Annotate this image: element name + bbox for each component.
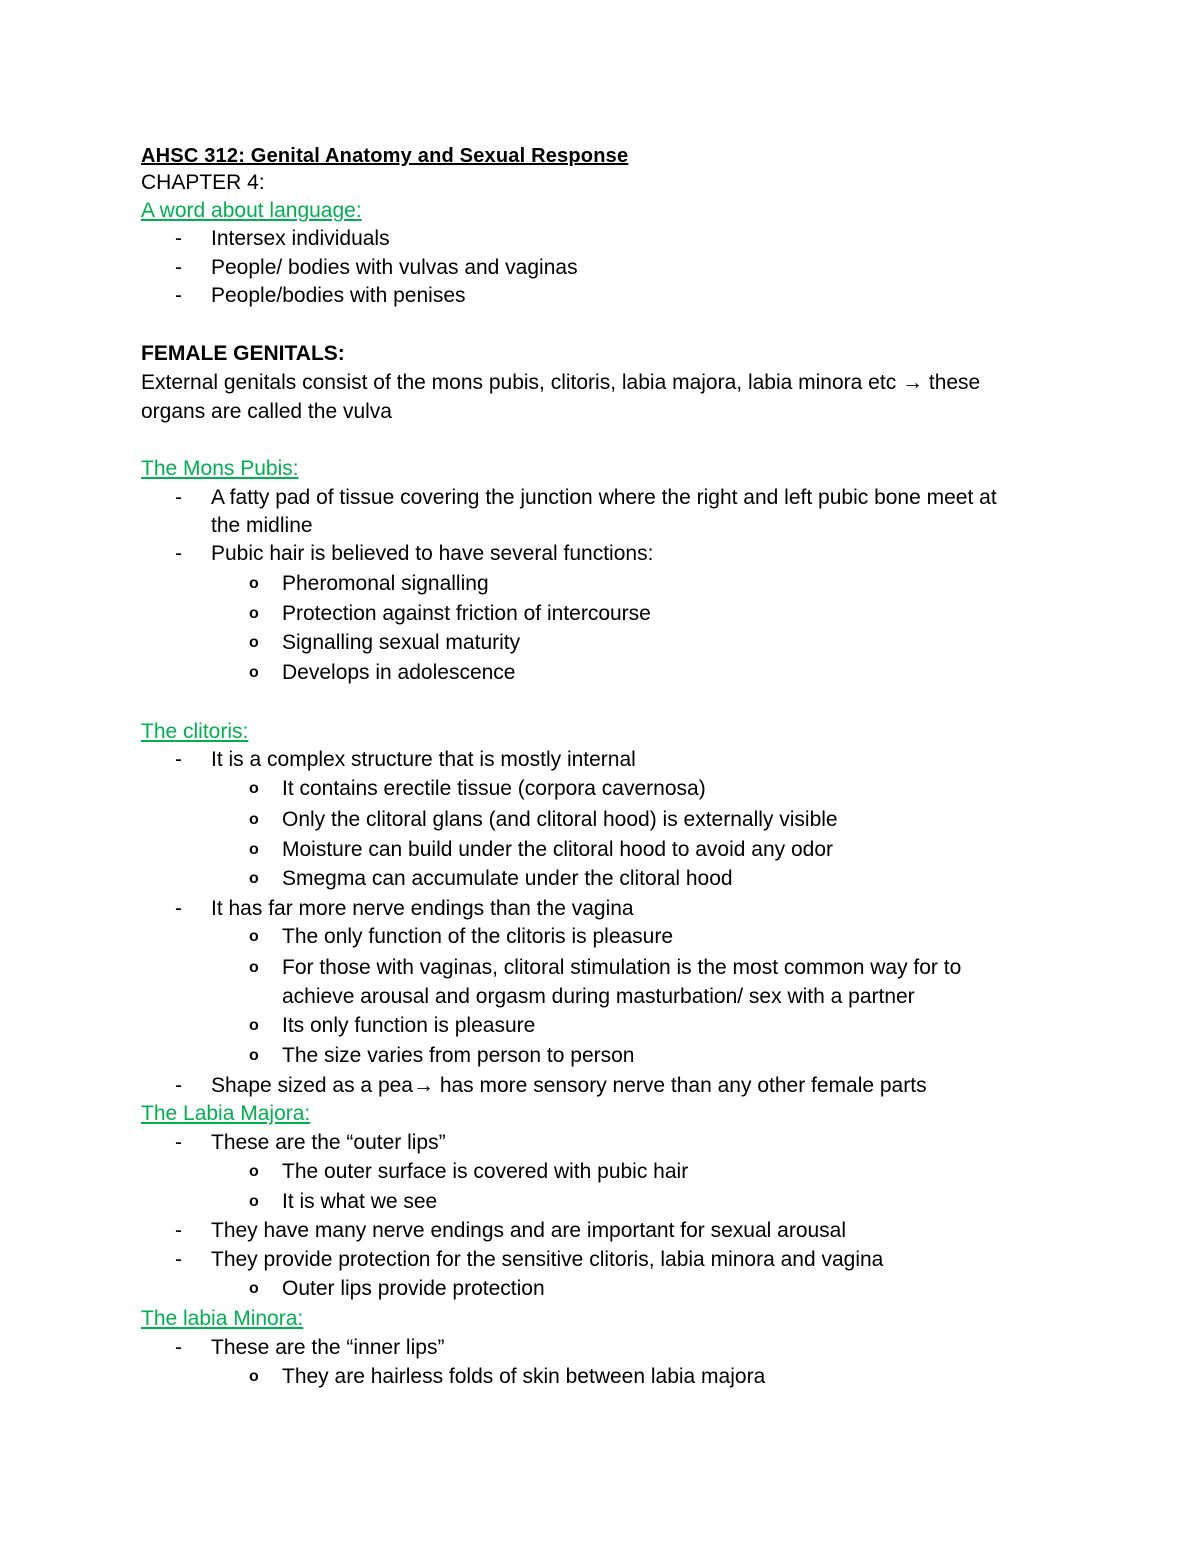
sub-list-item-text: It contains erectile tissue (corpora cavernosa) [282,777,706,800]
dash-bullet: - [175,1131,182,1154]
dash-bullet: - [175,227,182,250]
list-item-text: Intersex individuals [211,227,390,250]
list-item-text: They provide protection for the sensitive clitoris, labia minora and vagina [211,1248,884,1271]
sub-list-item-text: The outer surface is covered with pubic hair [282,1160,689,1183]
sub-list-item-text: Only the clitoral glans (and clitoral hood) is externally visible [282,808,838,831]
sub-list-item-text: The size varies from person to person [282,1044,635,1067]
circle-bullet: o [249,780,259,797]
sub-list-item-text: For those with vaginas, clitoral stimulation is the most common way for to [282,956,962,979]
circle-bullet: o [249,870,259,887]
dash-bullet: - [175,897,182,920]
dash-bullet: - [175,1248,182,1271]
dash-bullet: - [175,486,182,509]
sub-list-item-text: Protection against friction of intercourse [282,602,651,625]
dash-bullet: - [175,1219,182,1242]
circle-bullet: o [249,1047,259,1064]
circle-bullet: o [249,1193,259,1210]
sub-list-item-text: It is what we see [282,1190,438,1213]
circle-bullet: o [249,841,259,858]
paragraph-line: organs are called the vulva [141,400,392,423]
sub-list-item-text: Develops in adolescence [282,661,516,684]
list-item-text: A fatty pad of tissue covering the junction where the right and left pubic bone meet at [211,486,997,509]
list-item-text: Shape sized as a pea→ has more sensory nerve than any other female parts [211,1074,927,1097]
dash-bullet: - [175,256,182,279]
circle-bullet: o [249,959,259,976]
circle-bullet: o [249,1163,259,1180]
circle-bullet: o [249,634,259,651]
circle-bullet: o [249,928,259,945]
list-item-text: They have many nerve endings and are important for sexual arousal [211,1219,847,1242]
section-heading-language: A word about language: [141,199,362,222]
circle-bullet: o [249,1017,259,1034]
dash-bullet: - [175,284,182,307]
circle-bullet: o [249,575,259,592]
paragraph-line: External genitals consist of the mons pubis, clitoris, labia majora, labia minora etc → these [141,371,981,394]
chapter-label: CHAPTER 4: [141,171,265,194]
circle-bullet: o [249,811,259,828]
circle-bullet: o [249,605,259,622]
circle-bullet: o [249,1280,259,1297]
sub-list-item-text: achieve arousal and orgasm during masturbation/ sex with a partner [282,985,915,1008]
sub-list-item-text: Pheromonal signalling [282,572,489,595]
section-heading-labia-majora: The Labia Majora: [141,1102,311,1125]
document-title: AHSC 312: Genital Anatomy and Sexual Response [141,145,629,167]
circle-bullet: o [249,664,259,681]
sub-list-item-text: Smegma can accumulate under the clitoral hood [282,867,733,890]
list-item-text: These are the “inner lips” [211,1336,445,1359]
list-item-text: It is a complex structure that is mostly internal [211,748,636,771]
list-item-text: Pubic hair is believed to have several functions: [211,542,654,565]
sub-list-item-text: Outer lips provide protection [282,1277,545,1300]
section-heading-clitoris: The clitoris: [141,720,249,743]
sub-list-item-text: They are hairless folds of skin between labia majora [282,1365,766,1388]
list-item-text: These are the “outer lips” [211,1131,446,1154]
circle-bullet: o [249,1368,259,1385]
section-heading-labia-minora: The labia Minora: [141,1307,304,1330]
list-item-text: It has far more nerve endings than the vagina [211,897,634,920]
list-item-text: the midline [211,514,313,537]
section-heading-female-genitals: FEMALE GENITALS: [141,342,345,365]
dash-bullet: - [175,542,182,565]
section-heading-mons-pubis: The Mons Pubis: [141,457,299,480]
sub-list-item-text: Signalling sexual maturity [282,631,521,654]
sub-list-item-text: The only function of the clitoris is pleasure [282,925,674,948]
sub-list-item-text: Its only function is pleasure [282,1014,536,1037]
dash-bullet: - [175,1336,182,1359]
sub-list-item-text: Moisture can build under the clitoral hood to avoid any odor [282,838,834,861]
list-item-text: People/bodies with penises [211,284,466,307]
list-item-text: People/ bodies with vulvas and vaginas [211,256,578,279]
dash-bullet: - [175,1074,182,1097]
dash-bullet: - [175,748,182,771]
